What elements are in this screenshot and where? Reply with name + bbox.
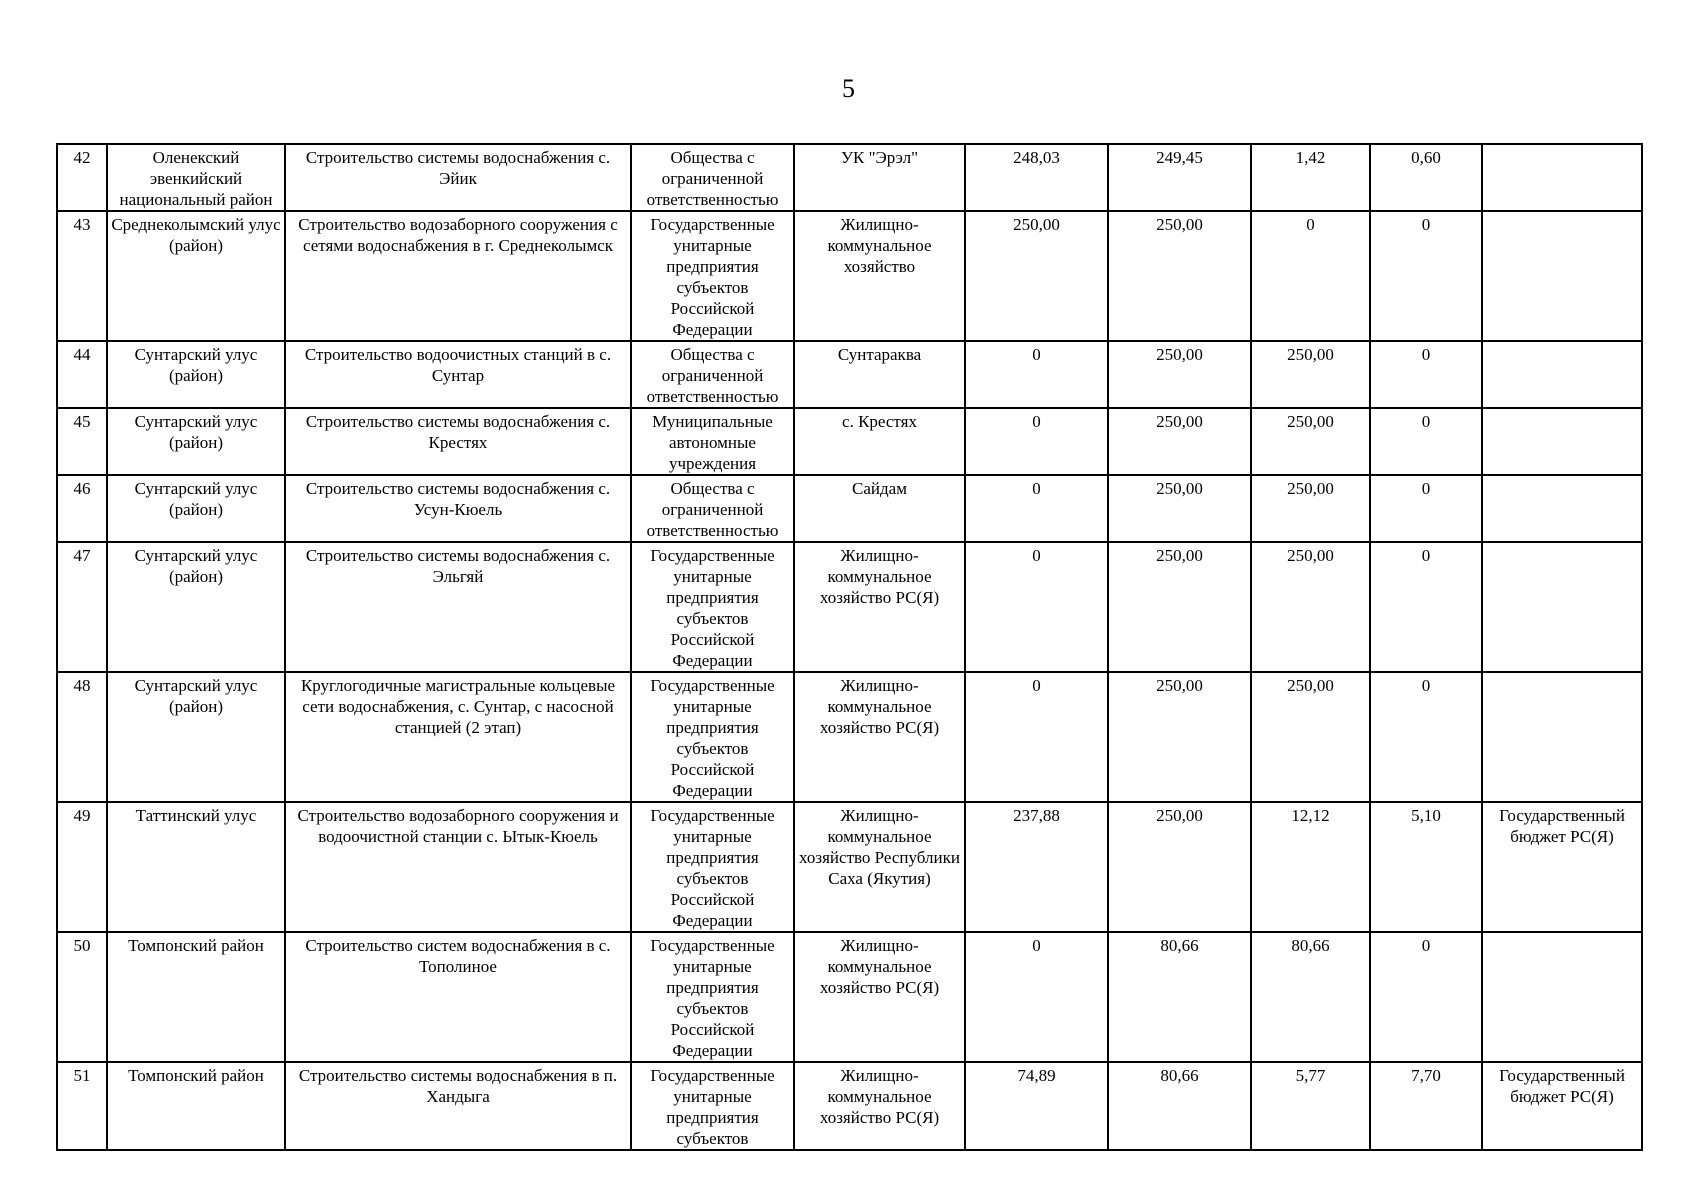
cell-value-4: 0 [1370, 932, 1482, 1062]
cell-source [1482, 475, 1642, 542]
cell-legal-form: Государственные унитарные предприятия субъектов [631, 1062, 794, 1150]
cell-project: Строительство водозаборного сооружения и водоочистной станции с. Ытык-Кюель [285, 802, 631, 932]
cell-district: Сунтарский улус (район) [107, 408, 285, 475]
cell-value-2: 250,00 [1108, 542, 1251, 672]
cell-source: Государственный бюджет РС(Я) [1482, 802, 1642, 932]
cell-value-1: 0 [965, 542, 1108, 672]
cell-project: Строительство системы водоснабжения с. Усун-Кюель [285, 475, 631, 542]
cell-value-1: 74,89 [965, 1062, 1108, 1150]
table-row [57, 802, 1642, 932]
cell-value-1: 237,88 [965, 802, 1108, 932]
cell-value-3: 80,66 [1251, 932, 1370, 1062]
cell-source [1482, 211, 1642, 341]
cell-legal-form: Общества с ограниченной ответственностью [631, 144, 794, 211]
cell-value-4: 0 [1370, 341, 1482, 408]
cell-value-2: 80,66 [1108, 932, 1251, 1062]
cell-num: 49 [57, 802, 107, 932]
cell-value-4: 0 [1370, 408, 1482, 475]
cell-legal-form: Муниципальные автономные учреждения [631, 408, 794, 475]
page-number: 5 [842, 74, 855, 103]
cell-value-2: 250,00 [1108, 211, 1251, 341]
cell-value-1: 0 [965, 932, 1108, 1062]
table-row [57, 932, 1642, 1062]
table-row [57, 144, 1642, 211]
cell-source [1482, 672, 1642, 802]
cell-source [1482, 542, 1642, 672]
cell-project: Строительство водозаборного сооружения с сетями водоснабжения в г. Среднеколымск [285, 211, 631, 341]
cell-value-2: 250,00 [1108, 341, 1251, 408]
cell-legal-form: Государственные унитарные предприятия субъектов Российской Федерации [631, 542, 794, 672]
cell-value-4: 7,70 [1370, 1062, 1482, 1150]
cell-legal-form: Государственные унитарные предприятия субъектов Российской Федерации [631, 932, 794, 1062]
cell-value-2: 80,66 [1108, 1062, 1251, 1150]
cell-value-3: 250,00 [1251, 672, 1370, 802]
cell-legal-form: Государственные унитарные предприятия субъектов Российской Федерации [631, 802, 794, 932]
cell-value-1: 250,00 [965, 211, 1108, 341]
cell-legal-form: Общества с ограниченной ответственностью [631, 475, 794, 542]
cell-value-4: 0 [1370, 211, 1482, 341]
cell-district: Томпонский район [107, 932, 285, 1062]
cell-num: 42 [57, 144, 107, 211]
cell-district: Томпонский район [107, 1062, 285, 1150]
cell-operator: Сунтараква [794, 341, 965, 408]
cell-operator: с. Крестях [794, 408, 965, 475]
cell-value-3: 250,00 [1251, 408, 1370, 475]
cell-value-2: 250,00 [1108, 672, 1251, 802]
cell-district: Сунтарский улус (район) [107, 542, 285, 672]
cell-operator: Жилищно-коммунальное хозяйство РС(Я) [794, 542, 965, 672]
cell-district: Сунтарский улус (район) [107, 341, 285, 408]
cell-project: Строительство водоочистных станций в с. Сунтар [285, 341, 631, 408]
cell-project: Строительство системы водоснабжения с. Крестях [285, 408, 631, 475]
cell-value-1: 0 [965, 672, 1108, 802]
cell-operator: Жилищно-коммунальное хозяйство РС(Я) [794, 932, 965, 1062]
cell-operator: Сайдам [794, 475, 965, 542]
cell-project: Строительство систем водоснабжения в с. Тополиное [285, 932, 631, 1062]
cell-num: 48 [57, 672, 107, 802]
cell-value-3: 1,42 [1251, 144, 1370, 211]
cell-source [1482, 341, 1642, 408]
table-row [57, 341, 1642, 408]
cell-num: 50 [57, 932, 107, 1062]
cell-value-3: 250,00 [1251, 341, 1370, 408]
table-row [57, 475, 1642, 542]
cell-project: Строительство системы водоснабжения с. Эйик [285, 144, 631, 211]
cell-project: Строительство системы водоснабжения в п. Хандыга [285, 1062, 631, 1150]
cell-num: 44 [57, 341, 107, 408]
cell-num: 46 [57, 475, 107, 542]
cell-value-3: 250,00 [1251, 475, 1370, 542]
cell-num: 43 [57, 211, 107, 341]
cell-value-4: 0,60 [1370, 144, 1482, 211]
cell-district: Таттинский улус [107, 802, 285, 932]
cell-source: Государственный бюджет РС(Я) [1482, 1062, 1642, 1150]
cell-value-2: 250,00 [1108, 802, 1251, 932]
cell-value-3: 250,00 [1251, 542, 1370, 672]
cell-operator: Жилищно-коммунальное хозяйство РС(Я) [794, 1062, 965, 1150]
cell-legal-form: Государственные унитарные предприятия субъектов Российской Федерации [631, 211, 794, 341]
data-table [56, 143, 1643, 1151]
cell-operator: Жилищно-коммунальное хозяйство Республики Саха (Якутия) [794, 802, 965, 932]
cell-source [1482, 144, 1642, 211]
cell-project: Строительство системы водоснабжения с. Эльгяй [285, 542, 631, 672]
cell-source [1482, 932, 1642, 1062]
table-row [57, 211, 1642, 341]
cell-value-2: 249,45 [1108, 144, 1251, 211]
cell-value-4: 0 [1370, 542, 1482, 672]
cell-district: Сунтарский улус (район) [107, 672, 285, 802]
table-row [57, 542, 1642, 672]
cell-legal-form: Государственные унитарные предприятия субъектов Российской Федерации [631, 672, 794, 802]
cell-num: 45 [57, 408, 107, 475]
cell-legal-form: Общества с ограниченной ответственностью [631, 341, 794, 408]
cell-operator: Жилищно-коммунальное хозяйство [794, 211, 965, 341]
cell-num: 47 [57, 542, 107, 672]
cell-value-4: 0 [1370, 475, 1482, 542]
cell-value-1: 0 [965, 341, 1108, 408]
cell-value-4: 0 [1370, 672, 1482, 802]
cell-value-4: 5,10 [1370, 802, 1482, 932]
cell-value-3: 12,12 [1251, 802, 1370, 932]
cell-district: Оленекский эвенкийский национальный район [107, 144, 285, 211]
cell-operator: УК "Эрэл" [794, 144, 965, 211]
cell-value-1: 248,03 [965, 144, 1108, 211]
cell-num: 51 [57, 1062, 107, 1150]
cell-district: Среднеколымский улус (район) [107, 211, 285, 341]
cell-source [1482, 408, 1642, 475]
cell-operator: Жилищно-коммунальное хозяйство РС(Я) [794, 672, 965, 802]
cell-value-2: 250,00 [1108, 408, 1251, 475]
table-row [57, 672, 1642, 802]
cell-value-3: 0 [1251, 211, 1370, 341]
cell-value-3: 5,77 [1251, 1062, 1370, 1150]
cell-project: Круглогодичные магистральные кольцевые сети водоснабжения, с. Сунтар, с насосной станцией (2 этап) [285, 672, 631, 802]
table-row [57, 408, 1642, 475]
cell-value-1: 0 [965, 408, 1108, 475]
cell-value-1: 0 [965, 475, 1108, 542]
cell-value-2: 250,00 [1108, 475, 1251, 542]
cell-district: Сунтарский улус (район) [107, 475, 285, 542]
table-row [57, 1062, 1642, 1150]
